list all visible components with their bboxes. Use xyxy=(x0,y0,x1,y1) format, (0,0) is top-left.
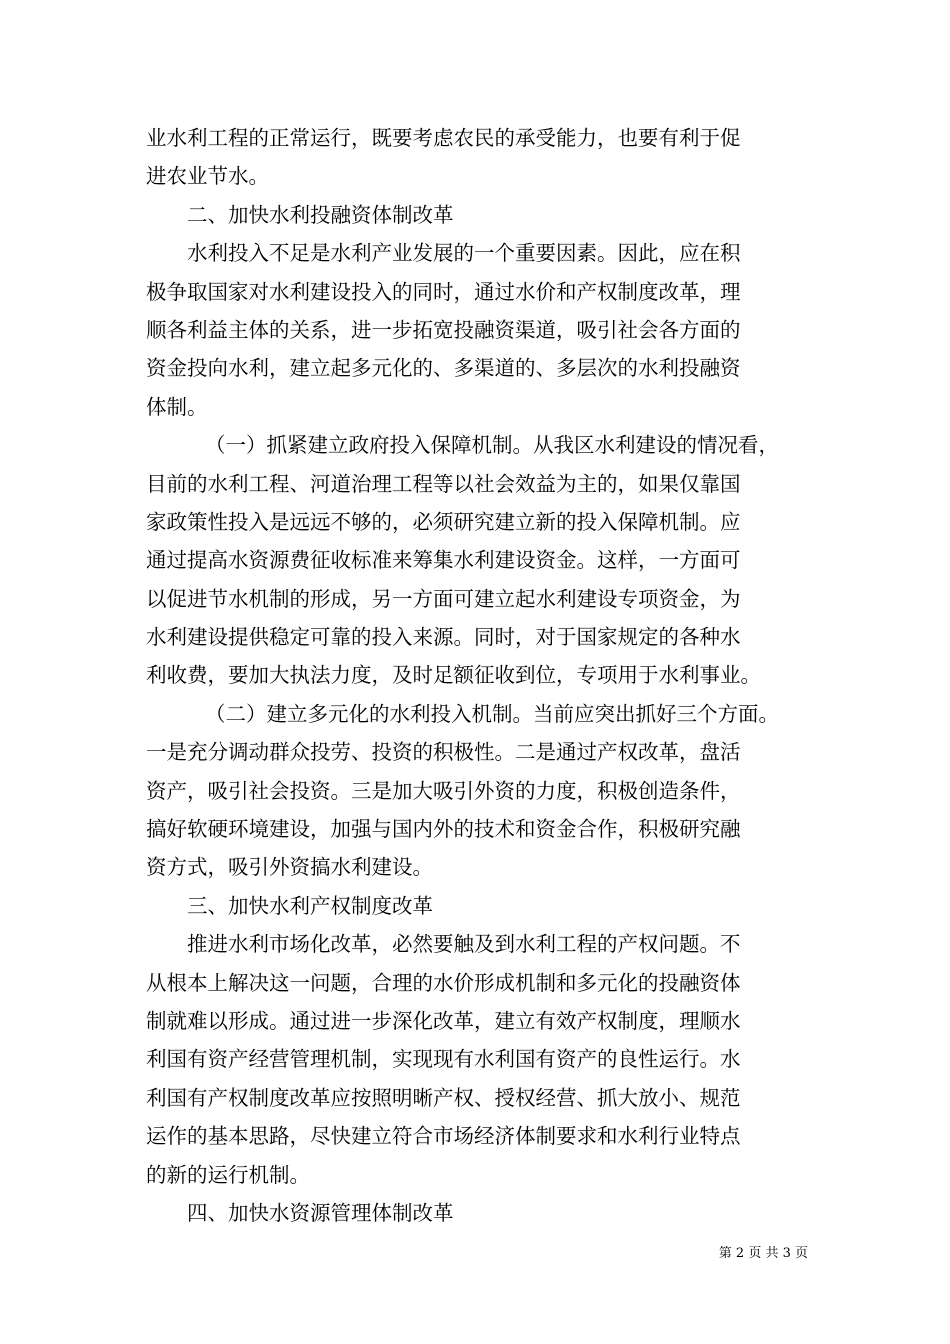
text-line: 资金投向水利，建立起多元化的、多渠道的、多层次的水利投融资 xyxy=(146,356,741,381)
text-line: 二、加快水利投融资体制改革 xyxy=(187,202,454,227)
text-line: 水利投入不足是水利产业发展的一个重要因素。因此，应在积 xyxy=(187,241,741,266)
text-line: 资方式，吸引外资搞水利建设。 xyxy=(146,855,433,880)
text-line: 目前的水利工程、河道治理工程等以社会效益为主的，如果仅靠国 xyxy=(146,471,741,496)
text-line: 家政策性投入是远远不够的，必须研究建立新的投入保障机制。应 xyxy=(146,509,741,534)
text-line: 推进水利市场化改革，必然要触及到水利工程的产权问题。不 xyxy=(187,932,741,957)
text-line: 资产，吸引社会投资。三是加大吸引外资的力度，积极创造条件， xyxy=(146,778,741,803)
text-line: 业水利工程的正常运行，既要考虑农民的承受能力，也要有利于促 xyxy=(146,126,741,150)
text-line: 一是充分调动群众投劳、投资的积极性。二是通过产权改革，盘活 xyxy=(146,740,741,765)
text-line: 利收费，要加大执法力度，及时足额征收到位，专项用于水利事业。 xyxy=(146,663,761,688)
document-body xyxy=(146,119,816,1232)
text-line: 进农业节水。 xyxy=(146,164,269,189)
text-line: 顺各利益主体的关系，进一步拓宽投融资渠道，吸引社会各方面的 xyxy=(146,317,741,342)
text-line: （二）建立多元化的水利投入机制。当前应突出抓好三个方面。 xyxy=(205,701,779,726)
text-line: 从根本上解决这一问题，合理的水价形成机制和多元化的投融资体 xyxy=(146,970,741,995)
text-line: 利国有资产经营管理机制，实现现有水利国有资产的良性运行。水 xyxy=(146,1047,741,1072)
text-line: 搞好软硬环境建设，加强与国内外的技术和资金合作，积极研究融 xyxy=(146,817,741,842)
text-line: 制就难以形成。通过进一步深化改革，建立有效产权制度，理顺水 xyxy=(146,1008,741,1033)
text-line: 四、加快水资源管理体制改革 xyxy=(187,1200,454,1225)
text-line: 通过提高水资源费征收标准来筹集水利建设资金。这样，一方面可 xyxy=(146,548,741,573)
text-line: 以促进节水机制的形成，另一方面可建立起水利建设专项资金，为 xyxy=(146,586,741,611)
text-line: 的新的运行机制。 xyxy=(146,1162,310,1187)
page-number-footer: 第 2 页 共 3 页 xyxy=(718,1246,808,1261)
text-line: 水利建设提供稳定可靠的投入来源。同时，对于国家规定的各种水 xyxy=(146,625,741,650)
text-line: 利国有产权制度改革应按照明晰产权、授权经营、抓大放小、规范 xyxy=(146,1085,741,1110)
text-line: 运作的基本思路，尽快建立符合市场经济体制要求和水利行业特点 xyxy=(146,1124,741,1149)
text-line: 体制。 xyxy=(146,394,208,419)
text-line: （一）抓紧建立政府投入保障机制。从我区水利建设的情况看， xyxy=(205,433,779,458)
text-line: 极争取国家对水利建设投入的同时，通过水价和产权制度改革，理 xyxy=(146,279,741,304)
text-line: 三、加快水利产权制度改革 xyxy=(187,893,433,918)
